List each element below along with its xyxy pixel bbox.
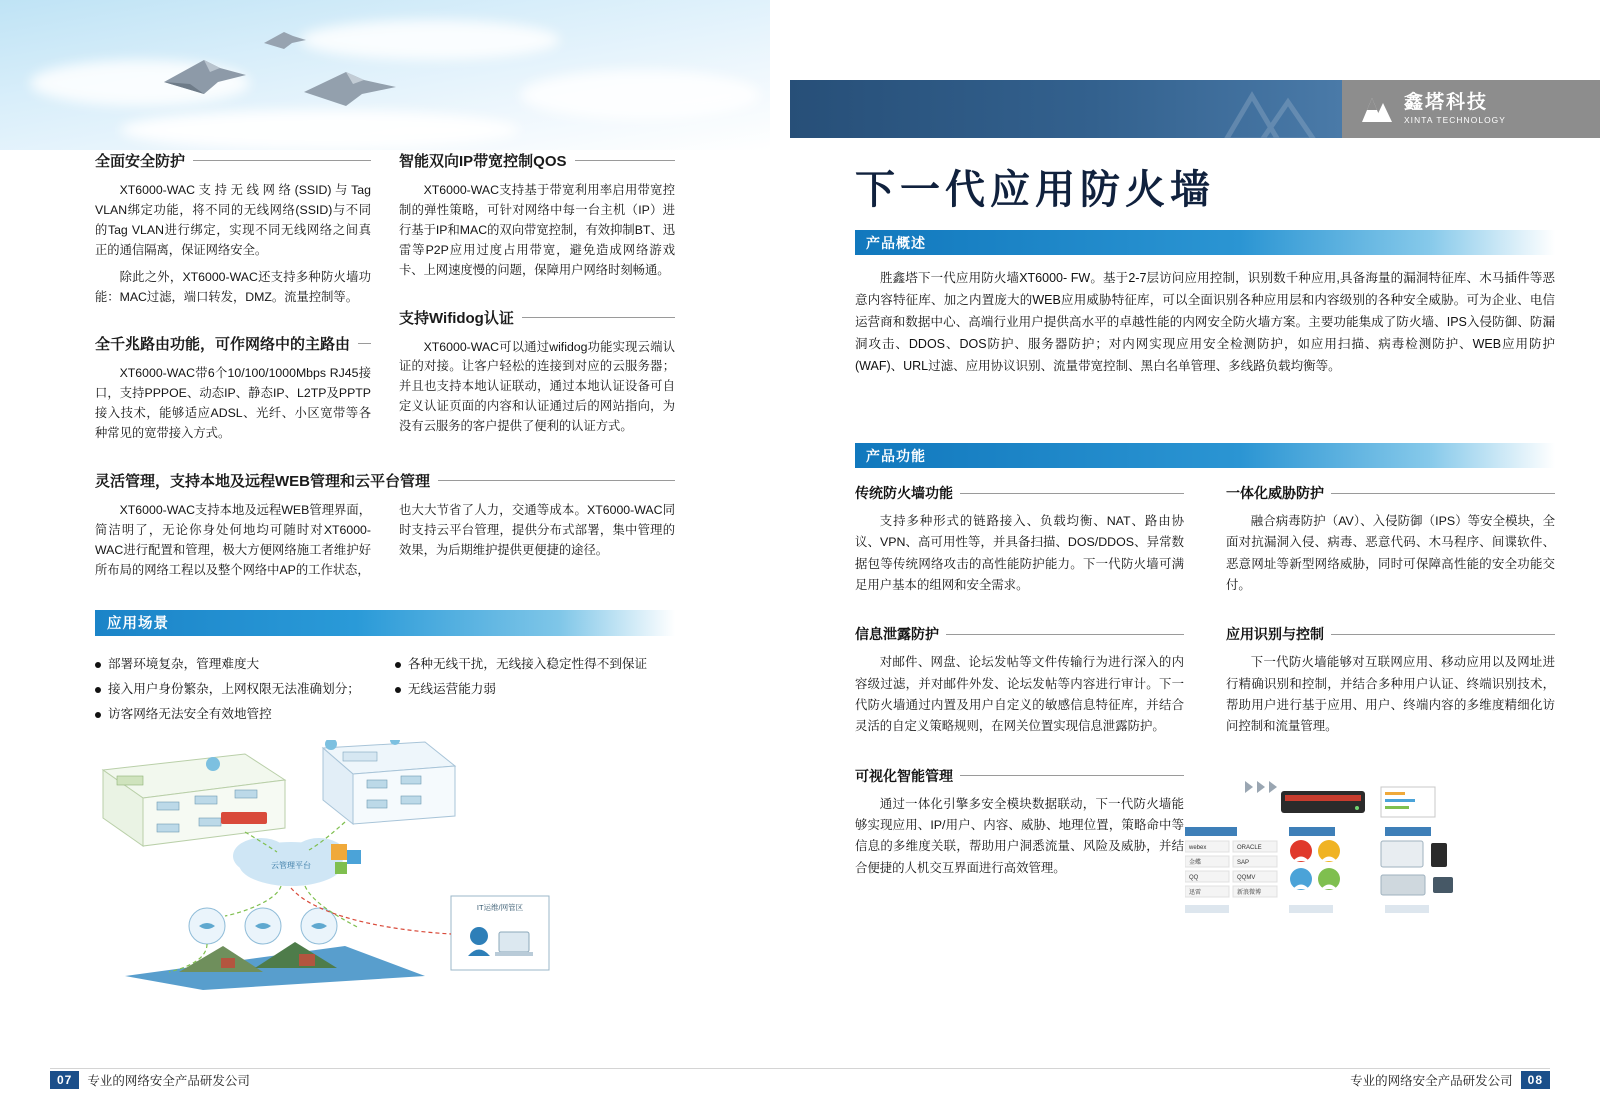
heading-rule [522,317,675,318]
section-gigabit-routing [95,333,371,444]
list-item-label: 接入用户身份繁杂，上网权限无法准确划分； [108,681,360,696]
paragraph: XT6000-WAC支持无线网络(SSID)与Tag VLAN绑定功能，将不同的无线网络(SSID)与不同的Tag VLAN进行绑定，实现不同无线网络之间真正的通信隔离，保证网络安全。 [95,183,371,257]
brand-name-en: XINTA TECHNOLOGY [1404,115,1506,126]
bullet-dot-icon [95,687,101,693]
page-number-left: 07 [50,1071,79,1089]
feature-heading [855,624,1184,644]
left-column-1 [95,150,371,470]
header-blue-panel [790,80,1342,138]
section-heading [399,150,675,171]
brand-panel [1342,80,1600,138]
feature-data-leak-protection [855,624,1184,737]
cloud-shape [520,70,760,120]
heading-rule [575,160,675,161]
section-heading-label: 智能双向IP带宽控制QOS [399,153,567,170]
list-item [95,677,385,702]
overview-bar-label: 产品概述 [866,234,926,251]
feature-traditional-firewall [855,483,1184,596]
svg-text:QQ: QQ [1189,875,1199,881]
paragraph: 通过一体化引擎多安全模块数据联动，下一代防火墙能够实现应用、IP/用户、内容、威胁、地理位置，策略命中等信息的多维度关联，帮助用户洞悉流量、风险及威胁，并结合便捷的人机交互界面进行高效管理。 [855,796,1184,875]
heading-rule [960,775,1184,776]
jet-aircraft-icon [262,28,308,52]
feature-heading [1226,483,1555,503]
list-item [395,677,675,702]
cloud-shape [300,20,560,60]
sky-background-image [0,0,770,150]
heading-rule [193,160,371,161]
product-illustration [1185,775,1515,925]
paragraph: 对邮件、网盘、论坛发帖等文件传输行为进行深入的内容级过滤，并对邮件外发、论坛发帖等内容进行审计。下一代防火墙通过内置及用户自定义的敏感信息特征库，并结合灵活的自定义策略规则，在网关位置实现信息泄露防护。 [855,655,1184,734]
list-item-label: 访客网络无法安全有效地管控 [108,707,272,722]
bullet-column-left [95,652,385,728]
section-qos [399,150,675,281]
jet-aircraft-icon [160,52,250,98]
heading-rule [358,343,371,344]
scenario-bullets [95,652,675,728]
section-heading-label: 全面安全防护 [95,153,186,170]
section-heading-label: 全千兆路由功能，可作网络中的主路由 [95,336,351,354]
footer-tagline: 专业的网络安全产品研发公司 [1350,1074,1513,1088]
functions-bar-label: 产品功能 [866,447,926,464]
left-column-2 [399,150,675,470]
feature-heading-label: 传统防火墙功能 [855,485,953,501]
section-heading-label: 灵活管理，支持本地及远程WEB管理和云平台管理 [95,473,430,491]
functions-section-bar [855,443,1555,468]
svg-text:云管理平台: 云管理平台 [271,861,311,870]
jet-aircraft-icon [300,66,400,110]
section-wifidog [399,307,675,438]
list-item-label: 各种无线干扰，无线接入稳定性得不到保证 [407,656,648,671]
overview-body [855,268,1555,377]
feature-heading-label: 应用识别与控制 [1226,626,1324,643]
paragraph: XT6000-WAC支持基于带宽利用率启用带宽控制的弹性策略，可针对网络中每一台主机（IP）进行基于IP和MAC的双向带宽控制，有效抑制BT、迅雷等P2P应用过度占用带宽，避免造成网络游戏卡、上网速度慢的问题，保障用户网络时刻畅通。 [399,183,676,277]
feature-heading [1226,624,1555,644]
paragraph: XT6000-WAC可以通过wifidog功能实现云端认证的对接。让客户轻松的连接到对应的云服务器；并且也支持本地认证联动，通过本地认证设备可自定义认证页面的内容和认证通过后的网站指向，为没有云服务的客户提供了便利的认证方式。 [399,339,675,434]
heading-rule [960,493,1184,494]
footer-right [1350,1071,1550,1089]
paragraph: 除此之外，XT6000-WAC还支持多种防火墙功能：MAC过滤，端口转发，DMZ。流量控制等。 [95,269,371,304]
heading-rule [1331,493,1555,494]
scenario-section-bar [95,610,675,636]
list-item [95,652,385,677]
feature-heading [855,766,1184,786]
feature-heading-label: 信息泄露防护 [855,626,939,643]
list-item [95,702,385,727]
left-two-columns [0,150,770,588]
feature-app-identification [1226,624,1555,737]
section-flexible-management [95,470,675,588]
brand-text [1404,93,1506,126]
svg-text:SAP: SAP [1237,860,1250,866]
bullet-dot-icon [395,687,401,693]
svg-text:webex: webex [1189,845,1207,851]
section-heading [95,150,371,171]
heading-rule [438,480,675,481]
svg-text:IT运维/网管区: IT运维/网管区 [476,903,524,912]
paragraph: 支持多种形式的链路接入、负载均衡、NAT、路由协议、VPN、高可用性等，并具备扫描、DOS/DDOS、异常数据包等传统网络攻击的高性能防护能力。下一代防火墙可满足用户基本的组网和安全需求。 [855,514,1184,592]
svg-text:金蝶: 金蝶 [1189,860,1202,866]
paragraph: XT6000-WAC支持本地及远程WEB管理界面，简洁明了，无论你身处何地均可随时对XT6000-WAC进行配置和管理，极大方便网络施工者维护好所布局的网络工程以及整个网络中AP的工作状态， [95,503,371,577]
functions-column-left [855,483,1184,907]
paragraph: XT6000-WAC带6个10/100/1000Mbps RJ45接口，支持PPPOE、动态IP、静态IP、L2TP及PPTP接入技术，能够适应ADSL、光纤、小区宽带等各种常见的宽带接入方式。 [95,366,371,441]
list-item-label: 部署环境复杂，管理难度大 [108,656,260,671]
feature-heading-label: 可视化智能管理 [855,767,953,784]
bullet-dot-icon [95,712,101,718]
paragraph: 也大大节省了人力，交通等成本。XT6000-WAC同时支持云平台管理，提供分布式部署，集中管理的效果，为后期维护提供更便捷的途径。 [399,503,675,557]
feature-heading [855,483,1184,503]
feature-heading-label: 一体化威胁防护 [1226,485,1324,501]
brand-name-cn: 鑫塔科技 [1404,91,1489,113]
bullet-dot-icon [95,662,101,668]
list-item-label: 无线运营能力弱 [407,681,496,696]
network-topology-diagram [95,740,675,990]
page-footer [0,1063,1600,1093]
page-title: 下一代应用防火墙 [855,168,1215,212]
feature-unified-threat-protection [1226,483,1555,596]
section-heading [95,470,675,491]
page-header-band [790,80,1600,138]
section-heading [95,333,371,354]
heading-rule [946,634,1184,635]
section-heading [399,307,675,328]
heading-rule [1331,634,1555,635]
bullet-dot-icon [395,662,401,668]
paragraph: 融合病毒防护（AV）、入侵防御（IPS）等安全模块，全面对抗漏洞入侵、病毒、恶意代码、木马程序、间谍软件、恶意网址等新型网络威胁，同时可保障高性能的安全功能交付。 [1226,514,1555,592]
svg-text:QQMV: QQMV [1237,875,1256,881]
svg-text:迅雷: 迅雷 [1189,890,1202,896]
paragraph: 下一代防火墙能够对互联网应用、移动应用以及网址进行精确识别和控制，并结合多种用户认证、终端识别技术，帮助用户进行基于应用、用户、终端内容的多维度精细化访问控制和流量管理。 [1226,655,1555,734]
scenario-bar-label: 应用场景 [107,616,169,633]
overview-section-bar [855,230,1555,255]
mountain-watermark-icon [1206,88,1326,138]
bullet-column-right [395,652,675,728]
footer-tagline: 专业的网络安全产品研发公司 [87,1074,250,1088]
page-number-right: 08 [1521,1071,1550,1089]
svg-text:ORACLE: ORACLE [1237,845,1262,851]
footer-divider [50,1068,1550,1069]
left-page-content [0,150,770,727]
left-page [0,0,770,1093]
mountain-logo-icon [1360,94,1394,124]
footer-left [50,1071,250,1089]
paragraph: 胜鑫塔下一代应用防火墙XT6000- FW。基于2-7层访问应用控制，识别数千种应用,具备海量的漏洞特征库、木马插件等恶意内容特征库、加之内置庞大的WEB应用威胁特征库，可以全面识别各种应用层和内容级别的各种安全威胁。可为企业、电信运营商和数据中心、高端行业用户提供高水平的卓越性能的内网安全防火墙方案。主要功能集成了防火墙、IPS入侵防御、防漏洞攻击、DDOS、DOS防护、服务器防护；对内网实现应用安全检测防护，如应用扫描、病毒检测防护、WEB应用防护(WAF)、URL过滤、应用协议识别、流量带宽控制、黑白名单管理、多线路负载均衡等。 [855,271,1555,373]
list-item [395,652,675,677]
feature-visual-management [855,766,1184,879]
right-page [790,0,1600,1093]
section-heading-label: 支持Wifidog认证 [399,309,514,327]
cloud-shape [120,110,520,150]
section-security-protection [95,150,371,307]
svg-text:新浪微博: 新浪微博 [1237,890,1262,896]
